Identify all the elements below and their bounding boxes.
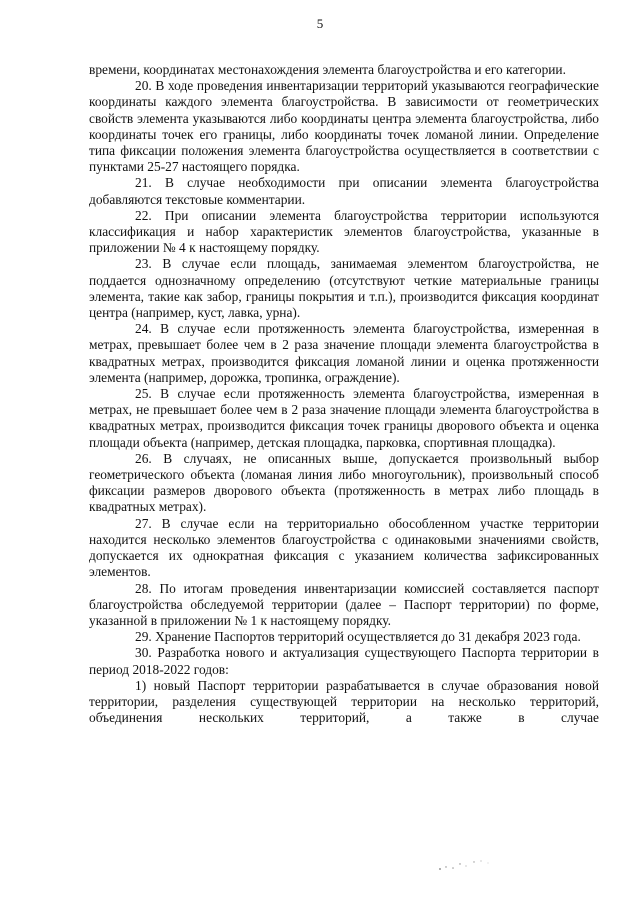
paragraph-24: 24. В случае если протяженность элемента благоустройства, измеренная в метрах, превышает более чем в 2 раза значение площади элемента благоустройства в квадратных метрах, производится фиксация ломаной линии и оценка протяженности элемента (например, дорожка, тропинка, ограждение).: [89, 321, 599, 385]
paragraph-23: 23. В случае если площадь, занимаемая элементом благоустройства, не поддается однозначному определению (отсутствуют четкие материальные границы элемента, такие как забор, границы покрытия и т.п.), производится фиксация координат центра (например, куст, лавка, урна).: [89, 256, 599, 321]
paragraph-27: 27. В случае если на территориально обособленном участке территории находится несколько элементов благоустройства с одинаковыми значениями свойств, допускается их однократная фиксация с указанием количества зафиксированных элементов.: [89, 515, 599, 580]
paragraph-continuation: времени, координатах местонахождения элемента благоустройства и его категории.: [89, 62, 566, 77]
paragraph-30-item-1: 1) новый Паспорт территории разрабатывается в случае образования новой территории, разделения существующей территории на несколько территорий, объединения нескольких территорий, а также в случае: [89, 677, 599, 726]
paragraph-21: 21. В случае необходимости при описании элемента благоустройства добавляются текстовые комментарии.: [89, 175, 599, 207]
page-number: 5: [316, 16, 324, 31]
paragraph-20: 20. В ходе проведения инвентаризации территорий указываются географические координаты каждого элемента благоустройства. В зависимости от геометрических свойств элемента указываются либо координаты центра элемента благоустройства, либо координаты точек его границы, либо координаты точек ломаной линии. Определение типа фиксации положения элемента благоустройства осуществляется в соответствии с пунктами 25-27 настоящего порядка.: [89, 78, 599, 175]
paragraph-25: 25. В случае если протяженность элемента благоустройства, измеренная в метрах, не превышает более чем в 2 раза значение площади элемента благоустройства в квадратных метрах, производится фиксация точек границы дворового объекта и оценка площади объекта (например, детская площадка, парковка, спортивная площадка).: [89, 386, 599, 450]
paragraph-30: 30. Разработка нового и актуализация существующего Паспорта территории в период 2018-2022 годов:: [89, 645, 599, 677]
document-body: [89, 62, 599, 726]
paragraph-29: 29. Хранение Паспортов территорий осуществляется до 31 декабря 2023 года.: [135, 629, 581, 645]
paragraph-22: 22. При описании элемента благоустройства территории используются классификация и набор характеристик элементов благоустройства, указанные в приложении № 4 к настоящему порядку.: [89, 207, 599, 256]
paragraph-26: 26. В случаях, не описанных выше, допускается произвольный выбор геометрического объекта (ломаная линия либо многоугольник), произвольный способ фиксации размеров дворового объекта (протяженность в метрах либо площадь в квадратных метрах).: [89, 450, 599, 515]
scan-speckle-mark: [436, 858, 496, 872]
paragraph-28: 28. По итогам проведения инвентаризации комиссией составляется паспорт благоустройства обследуемой территории (далее – Паспорт территории) по форме, указанной в приложении № 1 к настоящему порядку.: [89, 580, 599, 628]
